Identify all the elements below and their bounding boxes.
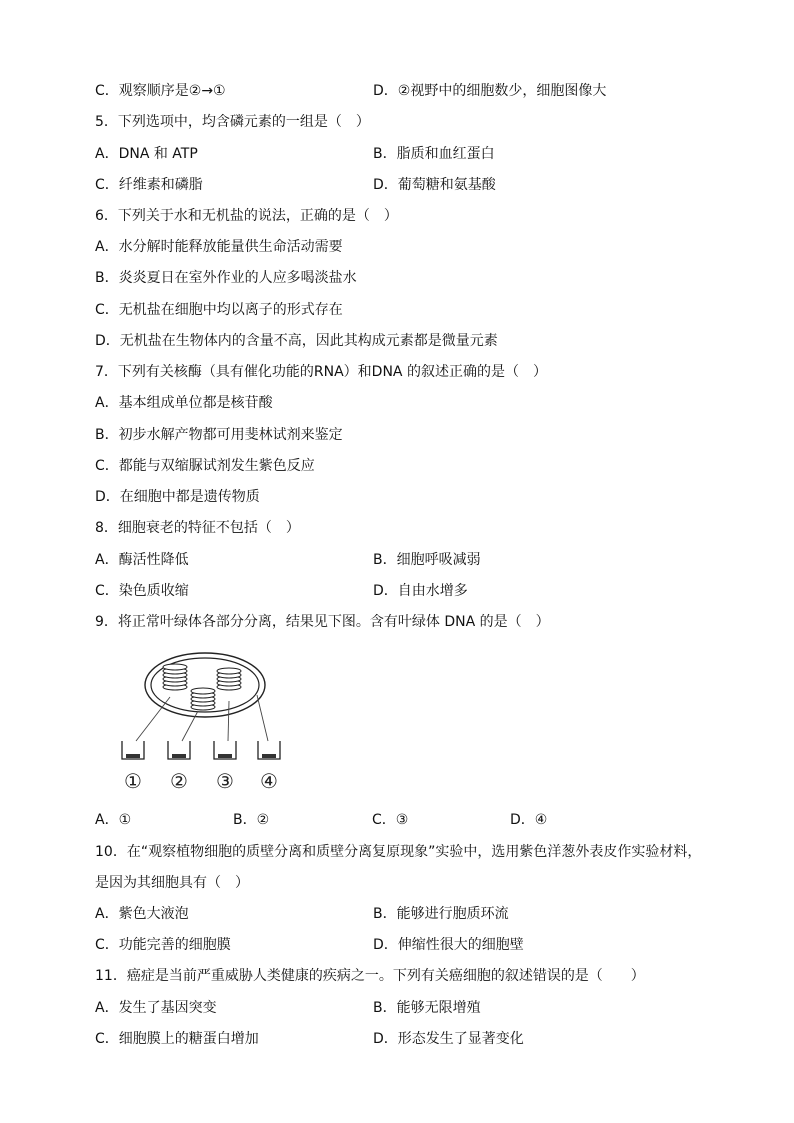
q11-stem: 11．癌症是当前严重威胁人类健康的疾病之一。下列有关癌细胞的叙述错误的是（ ） — [95, 968, 645, 984]
q9-option-a: A．① — [95, 812, 132, 828]
tube-sediments — [126, 754, 276, 758]
q10-option-d: D．伸缩性很大的细胞壁 — [373, 937, 524, 953]
q5-option-d: D．葡萄糖和氨基酸 — [373, 177, 496, 193]
q11-option-b: B．能够无限增殖 — [373, 1000, 481, 1016]
q7-stem: 7．下列有关核酶（具有催化功能的RNA）和DNA 的叙述正确的是（ ） — [95, 364, 547, 380]
granum-center — [191, 688, 215, 710]
q6-stem: 6．下列关于水和无机盐的说法，正确的是（ ） — [95, 208, 398, 224]
q7-option-a: A．基本组成单位都是核苷酸 — [95, 395, 273, 411]
q9-stem: 9．将正常叶绿体各部分分离，结果见下图。含有叶绿体 DNA 的是（ ） — [95, 614, 550, 630]
q11-option-d: D．形态发生了显著变化 — [373, 1031, 524, 1047]
q9-option-d: D．④ — [510, 812, 548, 828]
chloroplast-diagram — [112, 645, 302, 795]
q9-option-b: B．② — [233, 812, 270, 828]
q6-option-a: A．水分解时能释放能量供生命活动需要 — [95, 239, 343, 255]
q5-stem: 5．下列选项中，均含磷元素的一组是（ ） — [95, 114, 370, 130]
q8-option-b: B．细胞呼吸减弱 — [373, 552, 481, 568]
tube-label-1: ① — [124, 769, 142, 793]
q7-option-d: D．在细胞中都是遗传物质 — [95, 489, 260, 505]
tube-label-4: ④ — [260, 769, 278, 793]
q4-option-d: D．②视野中的细胞数少，细胞图像大 — [373, 83, 607, 99]
q8-option-c: C．染色质收缩 — [95, 583, 189, 599]
chloroplast-fractionation-figure — [112, 645, 302, 795]
q8-stem: 8．细胞衰老的特征不包括（ ） — [95, 520, 300, 536]
q10-option-a: A．紫色大液泡 — [95, 906, 189, 922]
q7-option-c: C．都能与双缩脲试剂发生紫色反应 — [95, 458, 315, 474]
granum-left — [163, 664, 187, 690]
q8-option-a: A．酶活性降低 — [95, 552, 189, 568]
q10-option-c: C．功能完善的细胞膜 — [95, 937, 231, 953]
q4-option-c: C．观察顺序是②→① — [95, 83, 226, 99]
q10-stem-line1: 10．在“观察植物细胞的质壁分离和质壁分离复原现象”实验中，选用紫色洋葱外表皮作实验材料， — [95, 844, 702, 860]
q9-option-c: C．③ — [372, 812, 409, 828]
q8-option-d: D．自由水增多 — [373, 583, 468, 599]
q10-option-b: B．能够进行胞质环流 — [373, 906, 509, 922]
q5-option-a: A．DNA 和 ATP — [95, 146, 198, 162]
q6-option-c: C．无机盐在细胞中均以离子的形式存在 — [95, 302, 343, 318]
q7-option-b: B．初步水解产物都可用斐林试剂来鉴定 — [95, 427, 343, 443]
q6-option-d: D．无机盐在生物体内的含量不高，因此其构成元素都是微量元素 — [95, 333, 498, 349]
q5-option-c: C．纤维素和磷脂 — [95, 177, 203, 193]
granum-right — [217, 668, 241, 690]
tube-label-2: ② — [170, 769, 188, 793]
q11-option-c: C．细胞膜上的糖蛋白增加 — [95, 1031, 259, 1047]
test-tubes — [122, 741, 280, 759]
tube-label-3: ③ — [216, 769, 234, 793]
q11-option-a: A．发生了基因突变 — [95, 1000, 217, 1016]
q5-option-b: B．脂质和血红蛋白 — [373, 146, 495, 162]
q6-option-b: B．炎炎夏日在室外作业的人应多喝淡盐水 — [95, 270, 357, 286]
q10-stem-line2: 是因为其细胞具有（ ） — [95, 875, 249, 891]
